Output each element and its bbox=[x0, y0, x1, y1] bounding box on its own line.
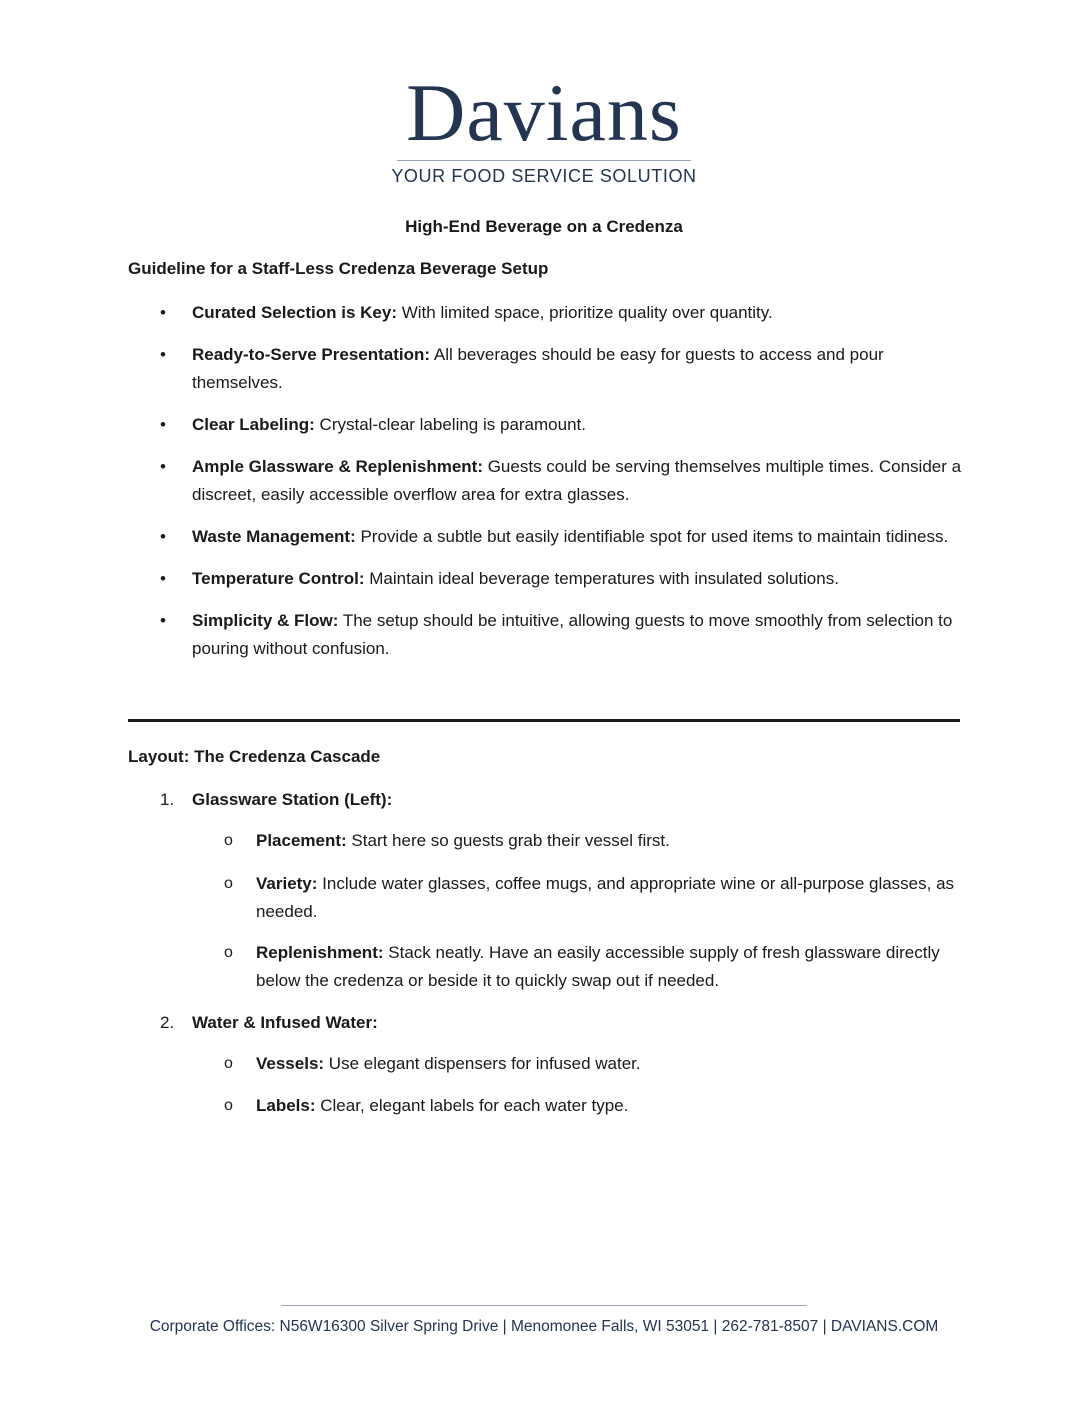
item-label: Temperature Control: bbox=[192, 569, 365, 588]
sub-bullet-marker: o bbox=[224, 1055, 233, 1072]
list-item bbox=[0, 341, 962, 397]
item-text: The setup should be intuitive, allowing guests to move smoothly from selection to pouring without confusion. bbox=[192, 611, 953, 658]
guideline-list bbox=[0, 299, 1088, 677]
list-item bbox=[0, 565, 962, 593]
sub-item-label: Labels: bbox=[256, 1096, 316, 1115]
bullet-marker: • bbox=[160, 457, 166, 476]
item-text: Maintain ideal beverage temperatures with insulated solutions. bbox=[364, 569, 839, 588]
list-item bbox=[0, 607, 962, 663]
bullet-marker: • bbox=[160, 527, 166, 546]
list-item bbox=[0, 523, 962, 551]
item-text: With limited space, prioritize quality over quantity. bbox=[397, 303, 773, 322]
sub-item-label: Replenishment: bbox=[256, 943, 384, 962]
item-label: Simplicity & Flow: bbox=[192, 611, 339, 630]
item-text: Crystal-clear labeling is paramount. bbox=[314, 415, 586, 434]
logo-divider bbox=[397, 160, 691, 161]
sub-item-label: Placement: bbox=[256, 831, 347, 850]
sub-item-text: Use elegant dispensers for infused water. bbox=[324, 1054, 641, 1073]
sub-bullet-marker: o bbox=[224, 944, 233, 961]
layout-heading: Layout: The Credenza Cascade bbox=[128, 747, 381, 766]
list-item bbox=[0, 299, 962, 327]
item-label: Ample Glassware & Replenishment: bbox=[192, 457, 483, 476]
section-label: Water & Infused Water: bbox=[192, 1013, 378, 1032]
footer-divider bbox=[281, 1305, 807, 1306]
sub-bullet-marker: o bbox=[224, 875, 233, 892]
sub-item-text: Start here so guests grab their vessel first. bbox=[346, 831, 670, 850]
guideline-heading: Guideline for a Staff-Less Credenza Beverage Setup bbox=[128, 259, 549, 278]
sub-item-text: Stack neatly. Have an easily accessible supply of fresh glassware directly below the credenza or beside it to quickly swap out if needed. bbox=[256, 943, 940, 990]
item-text: Guests could be serving themselves multiple times. Consider a discreet, easily accessible overflow area for extra glasses. bbox=[192, 457, 962, 504]
sub-bullet-marker: o bbox=[224, 832, 233, 849]
logo-wordmark: Davians bbox=[406, 67, 682, 158]
sub-item-text: Include water glasses, coffee mugs, and appropriate wine or all-purpose glasses, as needed. bbox=[256, 874, 955, 921]
section-label: Glassware Station (Left): bbox=[192, 790, 393, 809]
item-label: Ready-to-Serve Presentation: bbox=[192, 345, 431, 364]
list-item bbox=[0, 411, 962, 439]
sub-item-text: Clear, elegant labels for each water type. bbox=[315, 1096, 629, 1115]
bullet-marker: • bbox=[160, 415, 166, 434]
footer-contact: Corporate Offices: N56W16300 Silver Spring Drive | Menomonee Falls, WI 53051 | 262-781-8507 | DAVIANS.COM bbox=[149, 1318, 939, 1335]
item-label: Clear Labeling: bbox=[192, 415, 315, 434]
item-number: 1. bbox=[160, 790, 175, 809]
item-text: All beverages should be easy for guests to access and pour themselves. bbox=[192, 345, 884, 392]
sub-bullet-marker: o bbox=[224, 1097, 233, 1114]
document-title: High-End Beverage on a Credenza bbox=[405, 217, 683, 236]
item-label: Waste Management: bbox=[192, 527, 356, 546]
sub-item-label: Vessels: bbox=[256, 1054, 325, 1073]
sub-item-label: Variety: bbox=[256, 874, 318, 893]
item-text: Provide a subtle but easily identifiable spot for used items to maintain tidiness. bbox=[355, 527, 949, 546]
item-label: Curated Selection is Key: bbox=[192, 303, 398, 322]
item-number: 2. bbox=[160, 1013, 175, 1032]
bullet-marker: • bbox=[160, 611, 166, 630]
section-divider bbox=[128, 719, 960, 722]
bullet-marker: • bbox=[160, 303, 166, 322]
company-logo bbox=[0, 67, 1088, 187]
logo-tagline: YOUR FOOD SERVICE SOLUTION bbox=[391, 166, 697, 186]
bullet-marker: • bbox=[160, 345, 166, 364]
bullet-marker: • bbox=[160, 569, 166, 588]
list-item bbox=[0, 453, 962, 509]
